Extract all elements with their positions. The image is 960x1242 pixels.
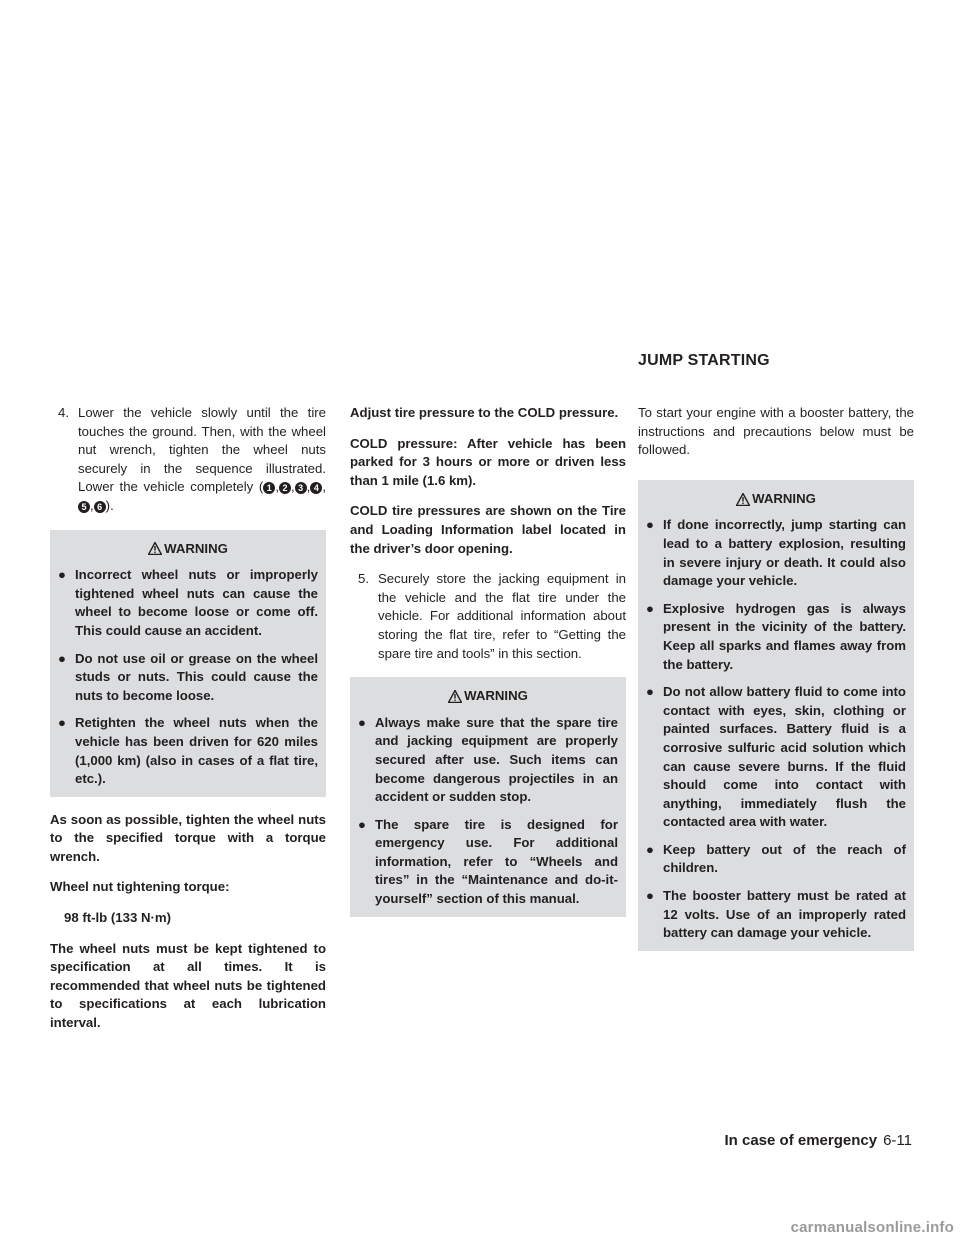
warning-header <box>358 683 618 714</box>
marker-2: 2 <box>279 482 291 494</box>
warning-item: ● Retighten the wheel nuts when the vehicle has been driven for 620 miles (1,000 km) (also in cases of a flat tire, etc.). <box>58 715 318 787</box>
bullet-icon: ● <box>646 517 654 533</box>
warning-title: WARNING <box>752 490 816 506</box>
warning-item: ● Do not allow battery fluid to come into contact with eyes, skin, clothing or painted surfaces. Battery fluid is a corrosive sulfuric acid solution which can cause severe burns. If the fluid should come into contact with anything, immediately flush the contacted area with water. <box>646 684 906 830</box>
paragraph-keep-tightened: The wheel nuts must be kept tightened to specification at all times. It is recommended that wheel nuts be tightened to specifications at each lubrication interval. <box>50 940 326 1031</box>
watermark[interactable]: carmanualsonline.info <box>790 1219 954 1236</box>
marker-6: 6 <box>94 501 106 513</box>
warning-triangle-icon <box>736 493 750 506</box>
warning-item: ● Do not use oil or grease on the wheel studs or nuts. This could cause the nuts to become loose. <box>58 650 318 703</box>
marker-1: 1 <box>263 482 275 494</box>
step-5 <box>350 570 626 663</box>
warning-header <box>646 486 906 517</box>
warning-triangle-icon <box>148 542 162 555</box>
column-3 <box>638 404 914 965</box>
warning-item: ● Explosive hydrogen gas is always present in the vicinity of the battery. Keep all sparks and flames away from the battery. <box>646 600 906 672</box>
warning-triangle-icon <box>448 690 462 703</box>
warning-item: ● Keep battery out of the reach of children. <box>646 841 906 876</box>
step-4: 4. Lower the vehicle slowly until the tire touches the ground. Then, with the wheel nut wrench, tighten the wheel nuts securely in the sequence illustrated. Lower the vehicle completely ( 1 , 2 , 3 , 4 ,5 , 6 ). <box>58 405 326 513</box>
column-1 <box>50 404 326 1045</box>
warning-item: ● The spare tire is designed for emergency use. For additional information, refer to “Wheels and tires” in the “Maintenance and do-it-yourself” section of this manual. <box>358 816 618 907</box>
warning-header <box>58 536 318 567</box>
marker-3: 3 <box>295 482 307 494</box>
warning-item: ● Incorrect wheel nuts or improperly tightened wheel nuts can cause the wheel to become loose or come off. This could cause an accident. <box>58 567 318 638</box>
paragraph-tighten-asap: As soon as possible, tighten the wheel nuts to the specified torque with a torque wrench. <box>50 811 326 864</box>
warning-item: ● If done incorrectly, jump starting can lead to a battery explosion, resulting in severe injury or death. It could also damage your vehicle. <box>646 517 906 589</box>
bullet-icon: ● <box>646 841 654 857</box>
bullet-icon: ● <box>58 715 66 731</box>
paragraph-cold-pressure: COLD pressure: After vehicle has been parked for 3 hours or more or driven less than 1 mile (1.6 km). <box>350 435 626 488</box>
warning-list <box>646 516 906 942</box>
marker-5: 5 <box>78 501 90 513</box>
paragraph-torque-label: Wheel nut tightening torque: <box>50 879 230 895</box>
step-4-text: Lower the vehicle slowly until the tire touches the ground. Then, with the wheel nut wrench, tighten the wheel nuts securely in the sequence illustrated. Lower the vehicle completely ( <box>78 405 326 495</box>
bullet-icon: ● <box>646 888 654 904</box>
bullet-icon: ● <box>646 600 654 616</box>
step-4-number: 4. <box>58 405 69 420</box>
paragraph-cold-label: COLD tire pressures are shown on the Tire and Loading Information label located in the driver’s door opening. <box>350 503 626 556</box>
section-title: JUMP STARTING <box>638 352 770 369</box>
warning-list <box>58 566 318 789</box>
bullet-icon: ● <box>358 816 366 832</box>
page-footer <box>725 1132 913 1149</box>
step-4-text-end: ). <box>105 497 114 513</box>
warning-box-wheel-nuts <box>50 530 326 797</box>
footer-section-title: In case of emergency <box>724 1132 878 1149</box>
marker-4: 4 <box>310 482 322 494</box>
step-5-number: 5. <box>358 571 369 587</box>
paragraph-adjust-pressure: Adjust tire pressure to the COLD pressure. <box>350 405 619 420</box>
bullet-icon: ● <box>646 684 654 700</box>
bullet-icon: ● <box>358 714 366 730</box>
bullet-icon: ● <box>58 567 66 583</box>
torque-value: 98 ft-lb (133 N·m) <box>64 910 171 926</box>
warning-item: ● The booster battery must be rated at 12 volts. Use of an improperly rated battery can damage your vehicle. <box>646 888 906 941</box>
step-5-text: Securely store the jacking equipment in the vehicle and the flat tire under the vehicle. For additional information about storing the flat tire, refer to “Getting the spare tire and tools” in this section. <box>378 571 626 661</box>
warning-title: WARNING <box>164 540 228 556</box>
warning-box-spare-tire <box>350 677 626 917</box>
warning-list <box>358 714 618 909</box>
warning-title: WARNING <box>464 688 528 704</box>
column-2 <box>350 404 626 931</box>
jump-start-intro: To start your engine with a booster battery, the instructions and precautions below must be followed. <box>638 405 914 458</box>
warning-item: ● Always make sure that the spare tire and jacking equipment are properly secured after use. Such items can become dangerous projectiles in an accident or sudden stop. <box>358 714 618 805</box>
page-number: 6-11 <box>883 1132 912 1149</box>
bullet-icon: ● <box>58 650 66 666</box>
warning-box-jump-starting <box>638 480 914 951</box>
